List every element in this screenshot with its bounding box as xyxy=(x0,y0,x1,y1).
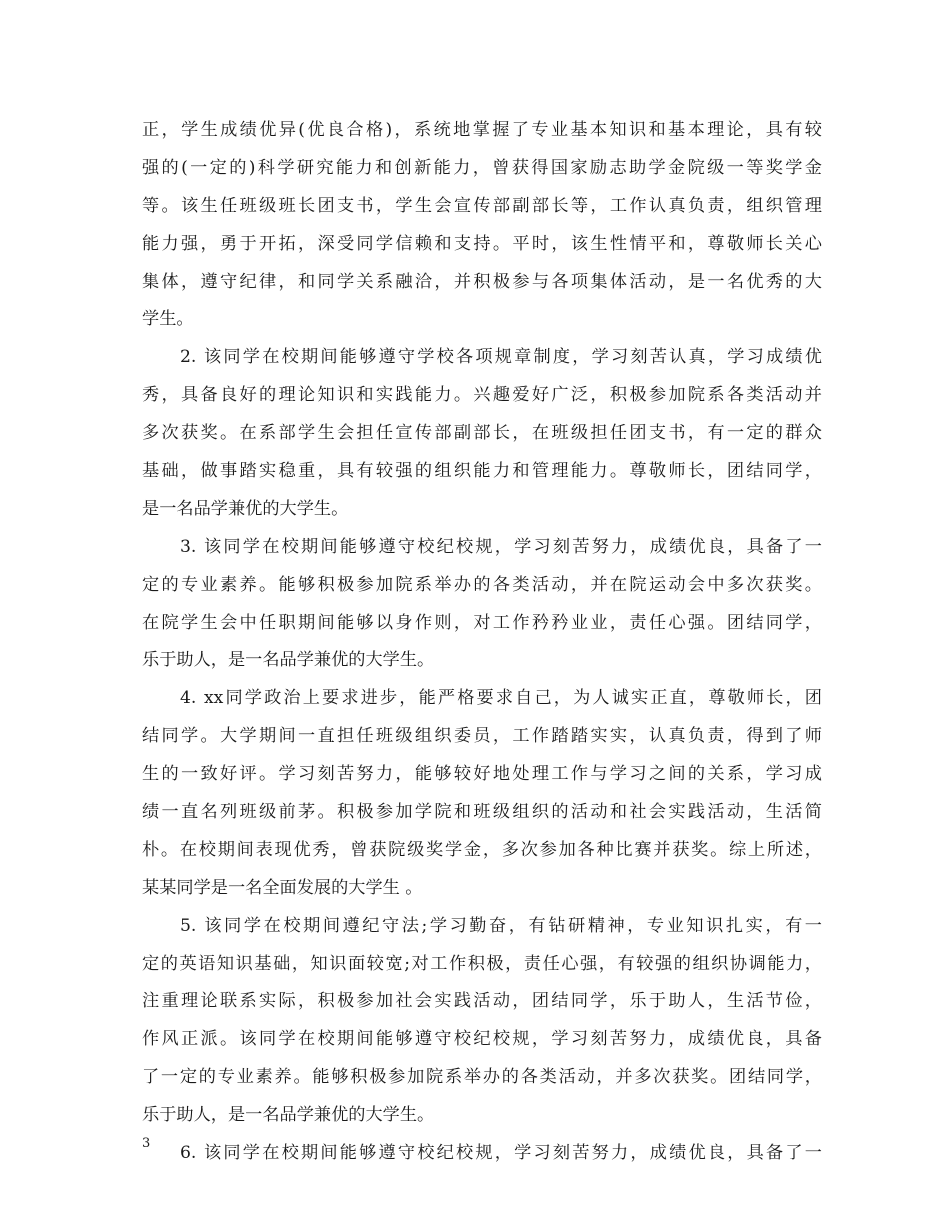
text-line: 5. 该同学在校期间遵纪守法;学习勤奋，有钻研精神，专业知识扎实，有一 xyxy=(180,915,822,936)
text-line: 学生。 xyxy=(142,309,194,330)
paragraph-6 xyxy=(142,1135,822,1173)
paragraph-4 xyxy=(142,680,822,907)
text-line: 6. 该同学在校期间能够遵守校纪校规，学习刻苦努力，成绩优良，具备了一 xyxy=(180,1143,822,1164)
text-line: 某某同学是一名全面发展的大学生 。 xyxy=(142,877,423,898)
text-line: 定的专业素养。能够积极参加院系举办的各类活动，并在院运动会中多次获奖。 xyxy=(142,574,822,595)
text-line: 乐于助人，是一名品学兼优的大学生。 xyxy=(142,650,435,671)
text-line: 集体，遵守纪律，和同学关系融洽，并积极参与各项集体活动，是一名优秀的大 xyxy=(142,271,822,292)
text-line: 能力强，勇于开拓，深受同学信赖和支持。平时，该生性情平和，尊敬师长关心 xyxy=(142,233,822,254)
text-line: 了一定的专业素养。能够积极参加院系举办的各类活动，并多次获奖。团结同学， xyxy=(142,1067,822,1088)
text-line: 多次获奖。在系部学生会担任宣传部副部长，在班级担任团支书，有一定的群众 xyxy=(142,423,822,444)
text-line: 3. 该同学在校期间能够遵守校纪校规，学习刻苦努力，成绩优良，具备了一 xyxy=(180,536,822,557)
paragraph-1-continuation xyxy=(142,112,822,339)
text-line: 秀，具备良好的理论知识和实践能力。兴趣爱好广泛，积极参加院系各类活动并 xyxy=(142,385,822,406)
text-line: 结同学。大学期间一直担任班级组织委员，工作踏踏实实，认真负责，得到了师 xyxy=(142,726,822,747)
text-line: 2. 该同学在校期间能够遵守学校各项规章制度，学习刻苦认真，学习成绩优 xyxy=(180,347,822,368)
text-line: 定的英语知识基础，知识面较宽;对工作积极，责任心强，有较强的组织协调能力， xyxy=(142,953,822,974)
text-line: 强的(一定的)科学研究能力和创新能力，曾获得国家励志助学金院级一等奖学金 xyxy=(142,157,822,178)
paragraph-3 xyxy=(142,529,822,681)
text-line: 4. xx同学政治上要求进步，能严格要求自己，为人诚实正直，尊敬师长，团 xyxy=(180,688,822,709)
text-line: 生的一致好评。学习刻苦努力，能够较好地处理工作与学习之间的关系，学习成 xyxy=(142,764,822,785)
text-line: 绩一直名列班级前茅。积极参加学院和班级组织的活动和社会实践活动，生活简 xyxy=(142,802,822,823)
text-line: 正，学生成绩优异(优良合格)，系统地掌握了专业基本知识和基本理论，具有较 xyxy=(142,120,822,140)
paragraph-5 xyxy=(142,908,822,1135)
text-line: 是一名品学兼优的大学生。 xyxy=(142,498,349,519)
document-body xyxy=(142,112,822,1173)
paragraph-2 xyxy=(142,339,822,528)
text-line: 在院学生会中任职期间能够以身作则，对工作矜矜业业，责任心强。团结同学， xyxy=(142,612,822,633)
page-number: 3 xyxy=(142,1136,151,1151)
text-line: 等。该生任班级班长团支书，学生会宣传部副部长等，工作认真负责，组织管理 xyxy=(142,195,822,216)
text-line: 作风正派。该同学在校期间能够遵守校纪校规，学习刻苦努力，成绩优良，具备 xyxy=(142,1029,822,1050)
text-line: 乐于助人，是一名品学兼优的大学生。 xyxy=(142,1105,435,1126)
text-line: 注重理论联系实际，积极参加社会实践活动，团结同学，乐于助人，生活节俭， xyxy=(142,991,822,1012)
text-line: 基础，做事踏实稳重，具有较强的组织能力和管理能力。尊敬师长，团结同学， xyxy=(142,461,822,482)
text-line: 朴。在校期间表现优秀，曾获院级奖学金，多次参加各种比赛并获奖。综上所述， xyxy=(142,839,822,860)
